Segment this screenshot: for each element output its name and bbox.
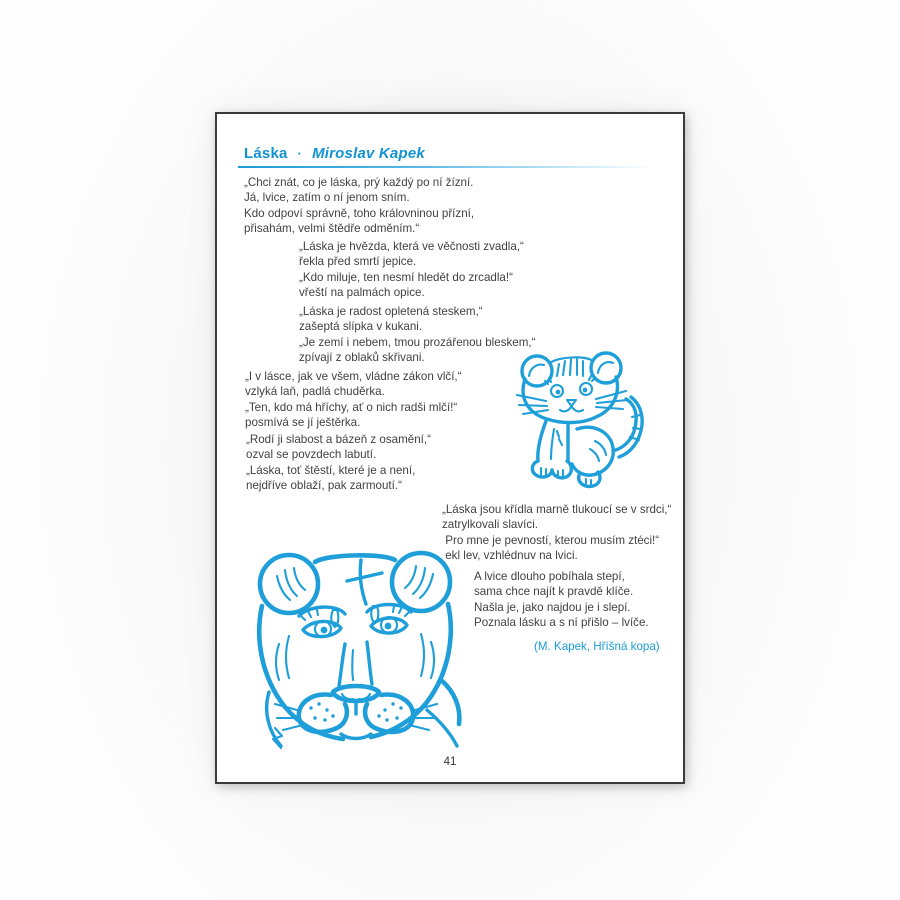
title-separator-dot: · [297,146,303,161]
poem-stanza [246,432,431,494]
poem-line: vzlyká laň, padlá chuděrka. [245,385,385,399]
lioness-head-illustration [245,532,465,752]
poem-line: „Chci znát, co je láska, prý každý po ní žízní. [244,176,474,189]
poem-line: vřeští na palmách opice. [299,286,425,300]
poem-line: nejdříve oblaží, pak zarmoutí.“ [246,479,402,493]
lion-cub-drawing [498,345,650,495]
lioness-head-drawing [245,532,465,752]
poem-line: zpívají z oblaků skřivani. [299,351,425,365]
poem-author: Miroslav Kapek [312,145,425,162]
poem-line: „Kdo miluje, ten nesmí hledět do zrcadla!“ [299,270,513,284]
title-underline-rule [238,166,668,168]
poem-line: „Ten, kdo má hříchy, ať o nich radši mlčí!“ [245,400,458,414]
source-attribution: (M. Kapek, Hříšná kopa) [534,640,660,653]
chapter-header [244,145,425,162]
poem-stanza [474,569,649,631]
poem-line: „Je zemí i nebem, tmou prozářenou bleskem,“ [299,335,536,349]
poem-stanza [244,175,474,237]
page-number: 41 [443,756,457,768]
poem-line: Pro mne je pevností, kterou musím ztéci!“ [442,533,660,547]
poem-line: „I v lásce, jak ve všem, vládne zákon vlčí,“ [245,370,462,383]
poem-title: Láska [244,145,288,162]
poem-line: zašeptá slípka v kukani. [299,320,423,334]
poem-line: zatrylkovali slavíci. [442,518,538,532]
poem-line: „Láska jsou křídla marně tlukoucí se v srdci,“ [442,503,672,516]
poem-line: Našla je, jako najdou je i slepí. [474,600,631,614]
poem-line: „Láska je hvězda, která ve věčnosti zvadla,“ [299,240,524,253]
poem-stanza [442,502,671,564]
poem-stanza [245,369,462,431]
poem-line: ekl lev, vzhlédnuv na lvici. [442,549,578,563]
poem-line: „Rodí ji slabost a bázeň z osamění,“ [246,433,431,446]
poem-line: přisahám, velmi štědře odměním.“ [244,222,420,236]
poem-line: „Láska je radost opletená steskem,“ [299,305,483,318]
poem-line: řekla před smrtí jepice. [299,255,417,269]
poem-line: Já, lvice, zatím o ní jenom sním. [244,191,410,205]
lion-cub-illustration [498,345,650,495]
poem-line: ozval se povzdech labutí. [246,448,377,462]
poem-line: „Láska, toť štěstí, které je a není, [246,463,416,477]
poem-line: sama chce najít k pravdě klíče. [474,585,634,599]
book-page [215,112,685,784]
poem-stanza [299,239,524,301]
poem-line: Poznala lásku a s ní přišlo – lvíče. [474,616,649,630]
poem-line: Kdo odpoví správně, toho královninou přízní, [244,206,475,220]
poem-line: A lvice dlouho pobíhala stepí, [474,570,625,583]
poem-line: posmívá se jí ještěrka. [245,416,361,430]
